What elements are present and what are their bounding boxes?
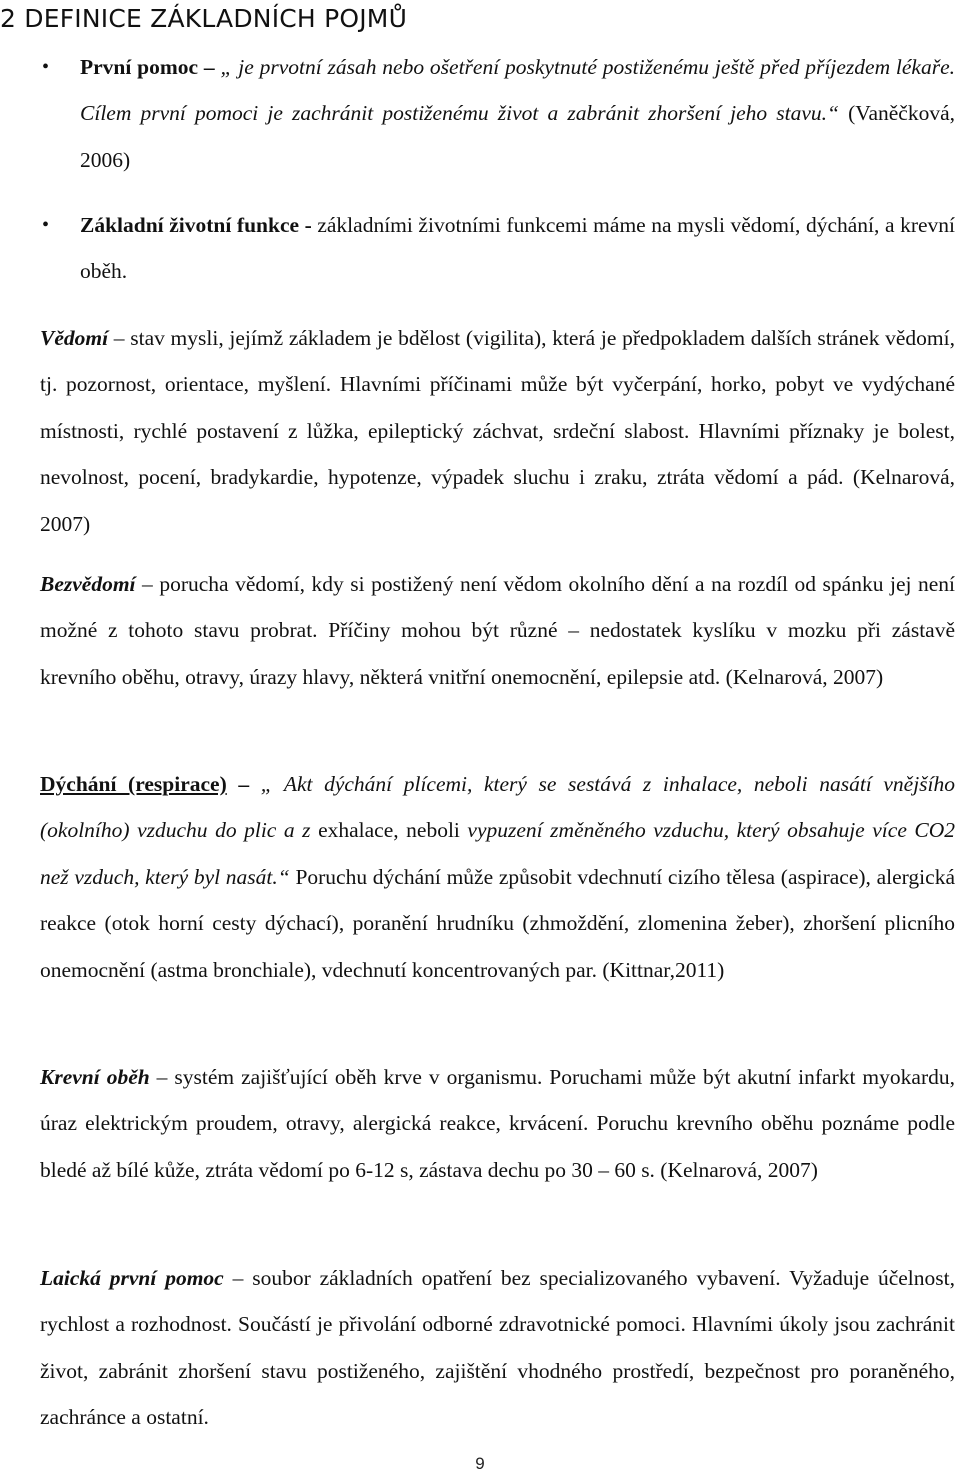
- circulation-text: – systém zajišťující oběh krve v organismu. Poruchami může být akutní infarkt myokardu, úraz elektrickým proudem, otravy, alergická reakce, krvácení. Poruchu krevního oběhu poznáme podle bledé až bílé kůže, ztráta vědomí po 6-12 s, zástava dechu po 30 – 60 s. (Kelnarová, 2007): [40, 1065, 955, 1182]
- breathing-quote-a: „ Akt dýchání plícemi, který se sestává z inhalace, neboli nasátí vnějšího (okolního) vzduchu do plic a z: [40, 772, 956, 843]
- breathing-exhalation: exhalace, neboli: [318, 818, 460, 843]
- term-lay-first-aid: Laická první pomoc: [40, 1266, 224, 1290]
- paragraph-consciousness: [40, 315, 955, 547]
- lay-first-aid-text: – soubor základních opatření bez specializovaného vybavení. Vyžaduje účelnost, rychlost a rozhodnost. Součástí je přivolání odborné zdravotnické pomoci. Hlavními úkoly jsou zachránit život, zabránit zhoršení stavu postiženého, zajištění vhodného prostředí, bezpečnost pro poraněného, zachránce a ostatní.: [40, 1266, 955, 1430]
- chapter-heading: 2 DEFINICE ZÁKLADNÍCH POJMŮ: [0, 4, 408, 33]
- term-vital-functions: Základní životní funkce -: [80, 213, 312, 237]
- vital-functions-text: základními životními funkcemi máme na mysli vědomí, dýchání, a krevní oběh.: [80, 213, 955, 284]
- page-number: 9: [475, 1454, 485, 1473]
- term-unconsciousness: Bezvědomí: [40, 572, 136, 596]
- unconsciousness-text: – porucha vědomí, kdy si postižený není vědom okolního dění a na rozdíl od spánku jej není možné z tohoto stavu probrat. Příčiny mohou být různé – nedostatek kyslíku v mozku při zástavě krevního oběhu, otravy, úrazy hlavy, některá vnitřní onemocnění, epilepsie atd. (Kelnarová, 2007): [40, 572, 955, 689]
- first-aid-quote: „ je prvotní zásah nebo ošetření poskytnuté postiženému ještě před příjezdem lékaře. Cílem první pomoci je zachránit postiženému život a zabránit zhoršení jeho stavu.“: [80, 55, 955, 126]
- term-circulation: Krevní oběh: [40, 1065, 150, 1089]
- term-consciousness: Vědomí: [40, 326, 109, 350]
- paragraph-breathing: [40, 761, 955, 993]
- bullet-vital-functions: [80, 202, 955, 295]
- consciousness-text: – stav mysli, jejímž základem je bdělost (vigilita), která je předpokladem dalších stránek vědomí, tj. pozornost, orientace, myšlení. Hlavními příčinami může být vyčerpání, horko, pobyt ve vydýchané místnosti, rychlé postavení z lůžka, epileptický záchvat, srdeční slabost. Hlavními příznaky je bolest, nevolnost, pocení, bradykardie, hypotenze, výpadek sluchu i zraku, ztráta vědomí a pád. (Kelnarová, 2007): [40, 326, 955, 536]
- paragraph-circulation: [40, 1054, 955, 1193]
- term-breathing: Dýchání (respirace): [40, 772, 227, 796]
- breathing-quote-b: vypuzení změněného vzduchu, který obsahuje více CO2 než vzduch, který byl nasát.“: [40, 818, 956, 889]
- bullet-marker: •: [42, 214, 50, 236]
- bullet-first-aid: [80, 44, 955, 183]
- breathing-dash: –: [226, 772, 261, 796]
- paragraph-lay-first-aid: [40, 1255, 955, 1441]
- first-aid-citation: (Vaněčková, 2006): [80, 101, 956, 172]
- bullet-marker: •: [42, 56, 50, 78]
- paragraph-unconsciousness: [40, 561, 955, 700]
- term-first-aid: První pomoc: [80, 55, 199, 79]
- breathing-text: Poruchu dýchání může způsobit vdechnutí cizího tělesa (aspirace), alergická reakce (otok horní cesty dýchací), poranění hrudníku (zhmoždění, zlomenina žeber), zhoršení plicního onemocnění (astma bronchiale), vdechnutí koncentrovaných par. (Kittnar,2011): [40, 864, 955, 982]
- term-dash: –: [198, 55, 221, 79]
